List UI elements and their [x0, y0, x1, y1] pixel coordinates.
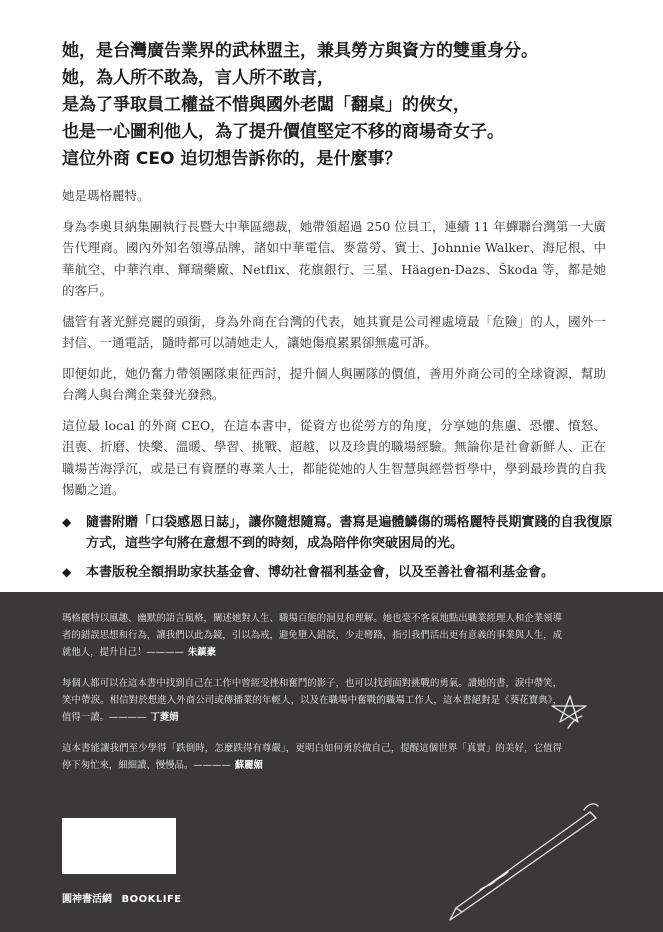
- diamond-icon: ◆: [62, 565, 72, 579]
- endorsement: [62, 610, 562, 661]
- paragraph: 即便如此，她仍奮力帶領團隊東征西討，提升個人與團隊的價值，善用外商公司的全球資源，幫助台灣人與台灣企業發光發熱。: [62, 365, 606, 402]
- headline-line: 她，是台灣廣告業界的武林盟主，兼具勞方與資方的雙重身分。: [62, 41, 538, 61]
- endorsement-band: [0, 592, 663, 932]
- endorsement-author: 朱鎮豪: [187, 647, 217, 658]
- paragraph: 身為李奧貝納集團執行長暨大中華區總裁，她帶領超過 250 位員工，連續 11 年蟬聯台灣第一大廣告代理商。國內外知名領導品牌，諸如中華電信、麥當勞、賓士、Johnnie Walker、海尼根、中華航空、中華汽車、輝瑞藥廠、Netflix、花旗銀行、三星、Häagen-Dazs、Škoda 等，都是她的客戶。: [62, 218, 606, 298]
- bullet-list: [62, 512, 622, 591]
- headline: [62, 38, 622, 173]
- pencil-star-illustration: [420, 676, 630, 926]
- headline-line: 她，為人所不敢為，言人所不敢言，: [62, 68, 334, 88]
- bullet-item: [62, 512, 622, 554]
- endorsement-author: 丁菱娟: [150, 712, 179, 723]
- barcode-area: [62, 818, 176, 874]
- bullet-item: [62, 562, 622, 583]
- bullet-text: 隨書附贈「口袋感恩日誌」，讓你隨想隨寫。書寫是遍體鱗傷的瑪格麗特長期實踐的自我復原方式，這些字句將在意想不到的時刻，成為陪伴你突破困局的光。: [86, 515, 613, 551]
- paragraph: 這位最 local 的外商 CEO，在這本書中，從資方也從勞方的角度，分享她的焦慮、恐懼、憤怒、沮喪、折磨、快樂、溫暖、學習、挑戰、超越，以及珍貴的職場經驗。無論你是社會新鮮人、正在職場苦海浮沉，或是已有資歷的專業人士，都能從她的人生智慧與經營哲學中，學到最珍貴的自我惕勵之道。: [62, 417, 606, 497]
- endorsement-text: 瑪格麗特以風趣、幽默的語言風格，闡述她對人生、職場百態的洞見和理解。她也毫不客氣地點出職業經理人和企業領導者的錯誤思想和行為，讓我們以此為鏡，引以為戒，避免墮入錯誤，少走彎路，指引我們活出更有意義的事業與人生，成就他人，提升自己！————: [62, 613, 562, 658]
- diamond-icon: ◆: [62, 515, 72, 529]
- publisher-name: 圓神書活網: [62, 894, 112, 905]
- publisher-mark: [62, 890, 182, 905]
- headline-line: 是為了爭取員工權益不惜與國外老闆「翻桌」的俠女，: [62, 95, 470, 115]
- endorsement-author: 蘇麗媚: [234, 760, 263, 771]
- description: [62, 185, 606, 510]
- bullet-text: 本書版稅全額捐助家扶基金會、博幼社會福利基金會，以及至善社會福利基金會。: [86, 565, 555, 580]
- endorsement-text: 每個人都可以在這本書中找到自己在工作中曾經受挫和奮鬥的影子，也可以找到面對挑戰的勇氣。讀她的書，淚中帶笑，笑中帶淚。相信對於想進入外商公司或傳播業的年輕人，以及在職場中奮戰的職場工作人，這本書絕對是《葵花寶典》，值得一讀。————: [62, 678, 562, 723]
- paragraph: 她是瑪格麗特。: [62, 188, 150, 203]
- publisher-logo: BOOKLIFE: [121, 894, 182, 905]
- endorsement-text: 這本書能讓我們至少學得「跌倒時，怎麼跌得有尊嚴」，更明白如何勇於做自己，提醒這個世界「真實」的美好，它值得停下匆忙來，細細讀、慢慢品。————: [62, 743, 562, 771]
- paragraph: 儘管有著光鮮亮麗的頭銜，身為外商在台灣的代表，她其實是公司裡處境最「危險」的人，國外一封信、一通電話，隨時都可以請她走人，讓她傷痕累累卻無處可訴。: [62, 313, 606, 350]
- headline-line: 這位外商 CEO 迫切想告訴你的，是什麼事？: [62, 149, 402, 169]
- headline-line: 也是一心圖利他人，為了提升價值堅定不移的商場奇女子。: [62, 122, 504, 142]
